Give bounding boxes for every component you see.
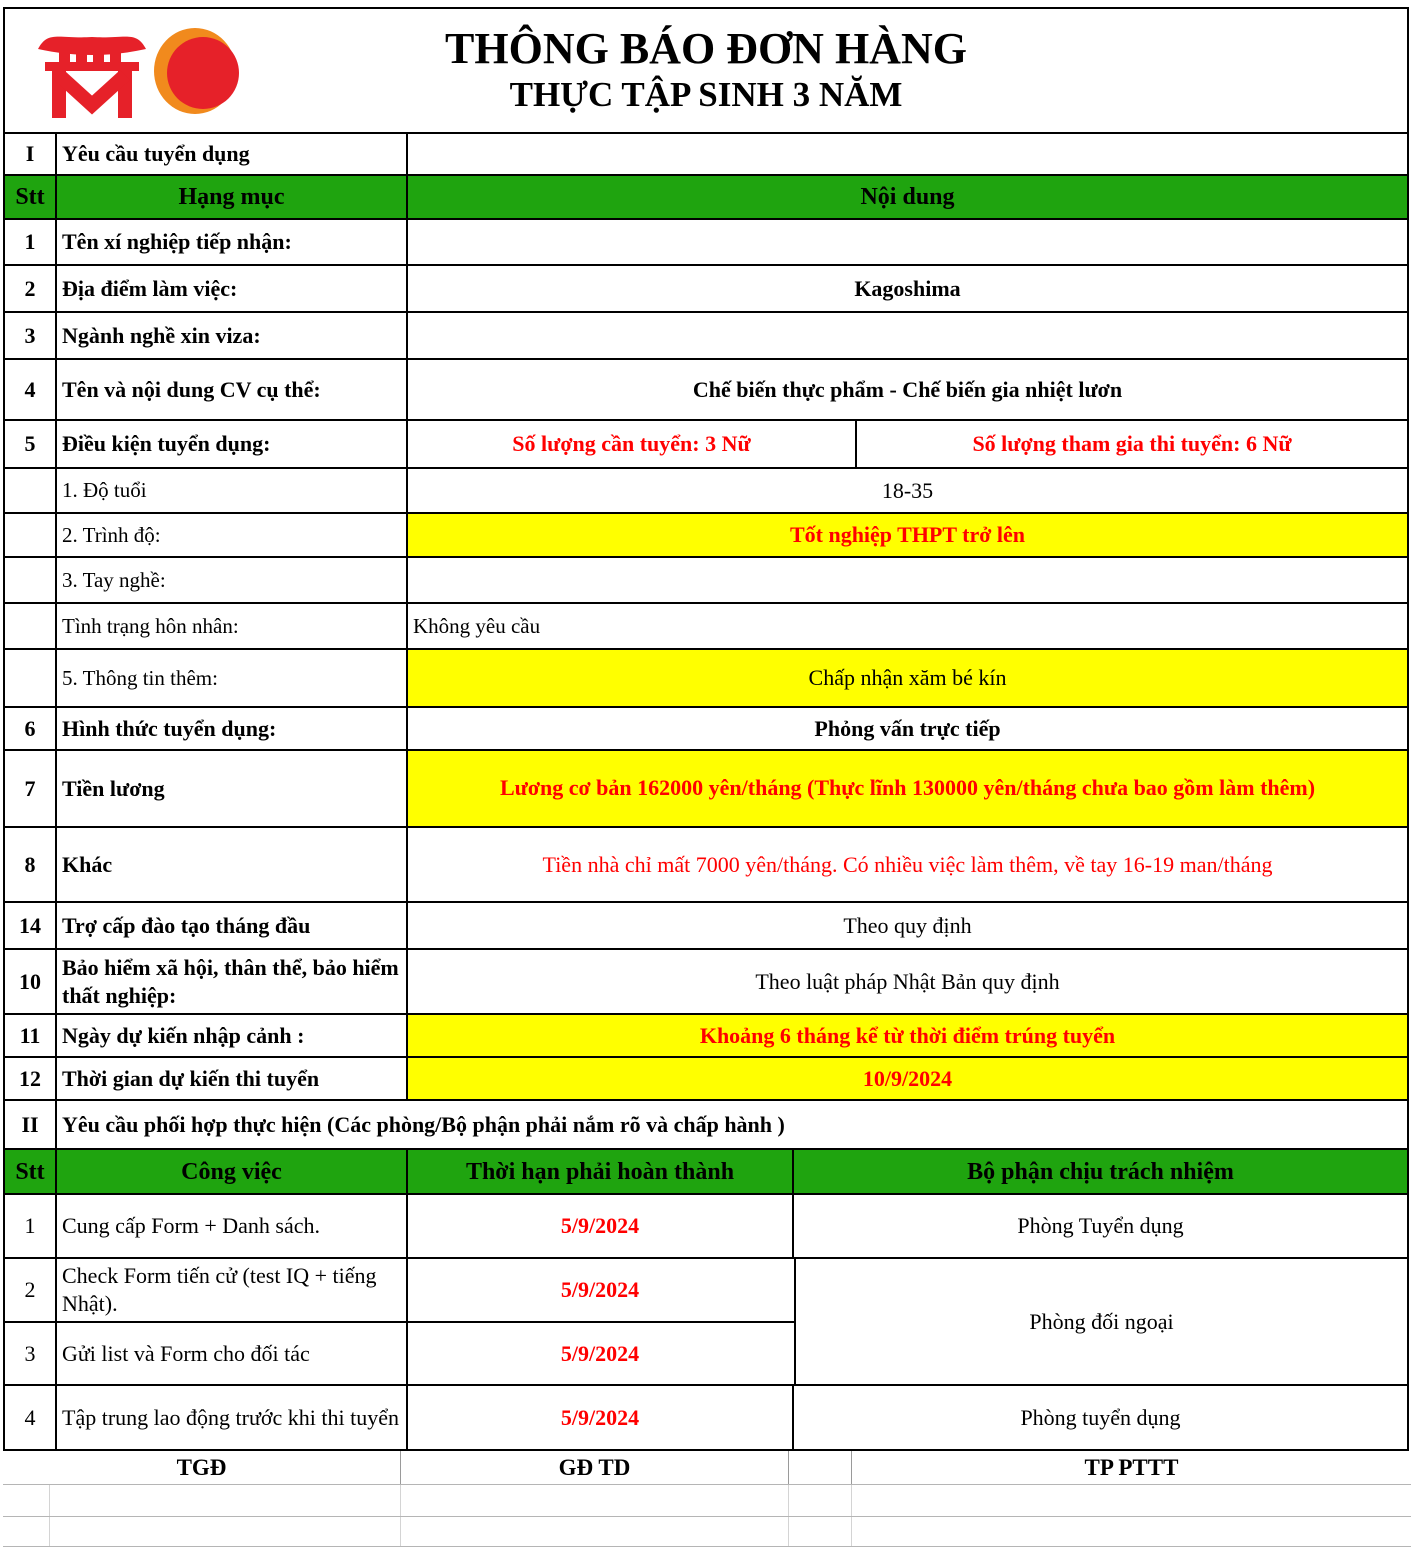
empty-cell	[3, 1517, 50, 1546]
task-rows-merged-dept	[5, 1257, 1407, 1384]
subrow-label: 5. Thông tin thêm:	[55, 650, 406, 706]
signature-footer	[3, 1451, 1411, 1547]
deadline-cell: 5/9/2024	[406, 1386, 792, 1449]
department-cell-merged: Phòng đối ngoại	[794, 1259, 1407, 1384]
empty-cell	[5, 604, 55, 648]
row-number: 2	[24, 1277, 36, 1302]
row-value: Theo luật pháp Nhật Bản quy định	[406, 950, 1407, 1013]
table-row-salary	[5, 749, 1407, 826]
row-number: 6	[24, 715, 36, 741]
row-number: 2	[24, 275, 36, 301]
row-value: Tiền nhà chỉ mất 7000 yên/tháng. Có nhiều việc làm thêm, về tay 16-19 man/tháng	[406, 828, 1407, 901]
row-number: 12	[19, 1065, 41, 1091]
table-subrow	[5, 556, 1407, 602]
col-header-stt: Stt	[15, 1158, 45, 1185]
signature-tgd: TGĐ	[3, 1451, 401, 1484]
task-row	[5, 1321, 794, 1385]
deadline-cell: 5/9/2024	[406, 1195, 792, 1257]
department-cell: Phòng Tuyển dụng	[792, 1195, 1407, 1257]
table-row	[5, 826, 1407, 901]
empty-cell	[406, 134, 1407, 174]
empty-cell	[50, 1517, 401, 1546]
row-number: 3	[24, 1340, 36, 1366]
table-row	[5, 264, 1407, 311]
row-number: 8	[24, 851, 36, 877]
table-subrow	[5, 602, 1407, 648]
subrow-label: 1. Độ tuổi	[55, 469, 406, 512]
task-cell: Check Form tiến cử (test IQ + tiếng Nhật).	[55, 1259, 406, 1321]
row-value	[406, 220, 1407, 264]
table-row	[5, 1056, 1407, 1099]
row-value: Lương cơ bản 162000 yên/tháng (Thực lĩnh 130000 yên/tháng chưa bao gồm làm thêm)	[406, 751, 1407, 826]
section-index: I	[25, 141, 35, 167]
subrow-value: Không yêu cầu	[406, 604, 1407, 648]
empty-cell	[852, 1485, 1411, 1516]
task-row	[5, 1384, 1407, 1449]
row-number: 14	[19, 912, 41, 938]
empty-cell	[5, 514, 55, 556]
empty-cell	[789, 1485, 852, 1516]
row-value: Phỏng vấn trực tiếp	[406, 708, 1407, 749]
empty-cell	[5, 469, 55, 512]
merged-left-rows	[5, 1259, 794, 1384]
section-title: Yêu cầu phối hợp thực hiện (Các phòng/Bộ phận phải nắm rõ và chấp hành )	[55, 1101, 1407, 1148]
row-number: 4	[24, 376, 36, 402]
row-value: Theo quy định	[406, 903, 1407, 948]
row-label: Ngày dự kiến nhập cảnh :	[55, 1015, 406, 1056]
row-value: Kagoshima	[406, 266, 1407, 311]
subrow-label: Tình trạng hôn nhân:	[55, 604, 406, 648]
col-header-stt: Stt	[15, 184, 45, 210]
table-subrow	[5, 467, 1407, 512]
table-subrow	[5, 512, 1407, 556]
task-cell: Cung cấp Form + Danh sách.	[55, 1195, 406, 1257]
table-row	[5, 218, 1407, 264]
document-header	[5, 9, 1407, 132]
col-header-deadline: Thời hạn phải hoàn thành	[406, 1150, 792, 1193]
subrow-label: 3. Tay nghề:	[55, 558, 406, 602]
empty-grid-row	[3, 1485, 1411, 1517]
row-label: Thời gian dự kiến thi tuyển	[55, 1058, 406, 1099]
table-row	[5, 358, 1407, 419]
task-cell: Gửi list và Form cho đối tác	[55, 1323, 406, 1385]
signature-gdtd: GĐ TD	[401, 1451, 789, 1484]
col-header-content: Nội dung	[406, 176, 1407, 218]
row-label: Tiền lương	[55, 751, 406, 826]
row-value: Khoảng 6 tháng kể từ thời điểm trúng tuyển	[406, 1015, 1407, 1056]
row-label: Tên và nội dung CV cụ thể:	[55, 360, 406, 419]
empty-cell	[3, 1485, 50, 1516]
table1-header-row	[5, 174, 1407, 218]
row-label: Tên xí nghiệp tiếp nhận:	[55, 220, 406, 264]
document-title: THÔNG BÁO ĐƠN HÀNG	[445, 24, 967, 74]
row-label: Khác	[55, 828, 406, 901]
empty-cell	[852, 1517, 1411, 1546]
row-label: Điều kiện tuyển dụng:	[55, 421, 406, 467]
row-label: Bảo hiểm xã hội, thân thể, bảo hiểm thất nghiệp:	[55, 950, 406, 1013]
row-number: 5	[24, 431, 36, 457]
table2-header-row	[5, 1148, 1407, 1193]
deadline-cell: 5/9/2024	[406, 1259, 792, 1321]
col-header-task: Công việc	[55, 1150, 406, 1193]
recruit-quantity: Số lượng cần tuyển: 3 Nữ	[406, 421, 855, 467]
deadline-cell: 5/9/2024	[406, 1323, 792, 1385]
empty-cell	[5, 558, 55, 602]
subrow-label: 2. Trình độ:	[55, 514, 406, 556]
signature-tppttt: TP PTTT	[1084, 1454, 1179, 1480]
empty-cell	[5, 650, 55, 706]
company-logo-icon	[35, 24, 240, 123]
task-row	[5, 1193, 1407, 1257]
row-value: Chế biến thực phẩm - Chế biến gia nhiệt lươn	[406, 360, 1407, 419]
exam-quantity: Số lượng tham gia thi tuyển: 6 Nữ	[855, 421, 1407, 467]
row-number: 1	[24, 1213, 36, 1239]
col-header-category: Hạng mục	[55, 176, 406, 218]
empty-cell	[789, 1517, 852, 1546]
table-subrow	[5, 648, 1407, 706]
signature-titles-row	[3, 1451, 1411, 1485]
row-value	[406, 313, 1407, 358]
section2-title-row	[5, 1099, 1407, 1148]
section-title: Yêu cầu tuyển dụng	[55, 134, 406, 174]
row-number: 3	[24, 322, 36, 348]
empty-cell	[789, 1451, 852, 1484]
subrow-value: 18-35	[406, 469, 1407, 512]
table-row	[5, 311, 1407, 358]
row-value: 10/9/2024	[406, 1058, 1407, 1099]
table-row	[5, 901, 1407, 948]
row-label: Ngành nghề xin viza:	[55, 313, 406, 358]
task-row	[5, 1259, 794, 1321]
subrow-value	[406, 558, 1407, 602]
row-number: 1	[24, 229, 36, 255]
table-row	[5, 948, 1407, 1013]
table-row-recruit-conditions	[5, 419, 1407, 467]
row-number: 10	[19, 968, 41, 994]
department-cell: Phòng tuyển dụng	[792, 1386, 1407, 1449]
row-label: Hình thức tuyển dụng:	[55, 708, 406, 749]
row-number: 11	[19, 1022, 41, 1048]
section1-title-row	[5, 132, 1407, 174]
table-row	[5, 706, 1407, 749]
subrow-value: Chấp nhận xăm bé kín	[406, 650, 1407, 706]
col-header-department: Bộ phận chịu trách nhiệm	[792, 1150, 1407, 1193]
subrow-value: Tốt nghiệp THPT trở lên	[406, 514, 1407, 556]
row-label: Địa điểm làm việc:	[55, 266, 406, 311]
empty-cell	[50, 1485, 401, 1516]
row-number: 7	[24, 775, 36, 801]
row-number: 4	[24, 1404, 36, 1430]
document-subtitle: THỰC TẬP SINH 3 NĂM	[509, 74, 903, 114]
section-index: II	[21, 1111, 39, 1137]
empty-grid-row	[3, 1517, 1411, 1547]
empty-cell	[401, 1485, 789, 1516]
table-row	[5, 1013, 1407, 1056]
empty-cell	[401, 1517, 789, 1546]
row-label: Trợ cấp đào tạo tháng đầu	[55, 903, 406, 948]
task-cell: Tập trung lao động trước khi thi tuyển	[55, 1386, 406, 1449]
document-table	[3, 7, 1409, 1451]
